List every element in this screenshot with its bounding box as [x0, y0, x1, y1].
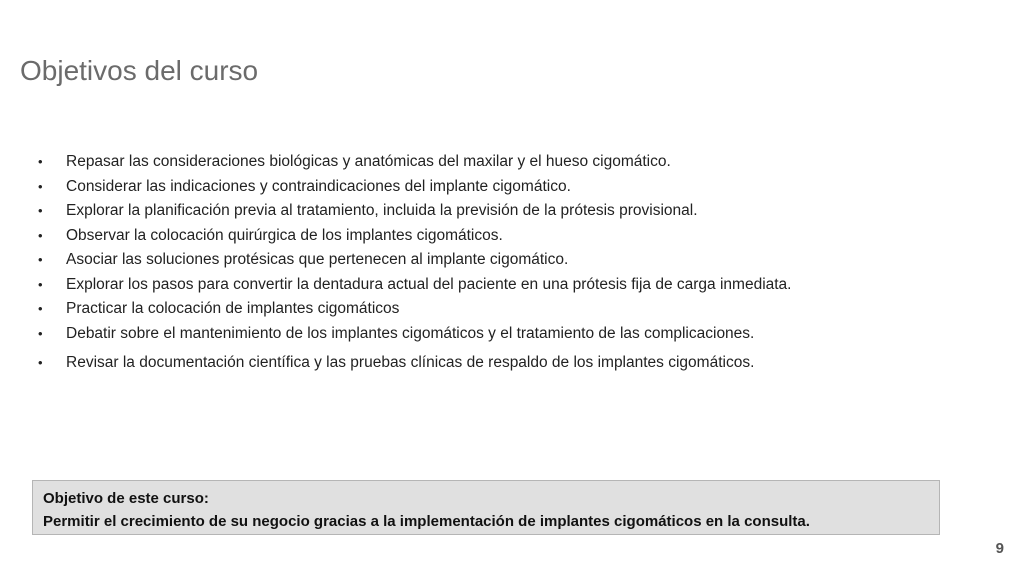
objective-bullet-text: Explorar la planificación previa al tratamiento, incluida la previsión de la prótesis provisional.	[66, 202, 698, 219]
objective-bullet-7	[36, 297, 996, 322]
objective-bullet-text: Revisar la documentación científica y las pruebas clínicas de respaldo de los implantes cigomáticos.	[66, 354, 755, 371]
course-objective-box	[32, 480, 940, 535]
slide-title: Objetivos del curso	[20, 55, 259, 86]
objective-bullet-1	[36, 150, 996, 175]
objective-bullet-2	[36, 175, 996, 200]
objective-heading: Objetivo de este curso:	[43, 490, 209, 507]
objective-bullet-text: Debatir sobre el mantenimiento de los implantes cigomáticos y el tratamiento de las complicaciones.	[66, 324, 755, 342]
bullet-marker: •	[38, 203, 43, 218]
objective-text: Permitir el crecimiento de su negocio gracias a la implementación de implantes cigomáticos en la consulta.	[43, 513, 810, 530]
objective-bullet-8	[36, 322, 996, 347]
objective-bullet-text: Observar la colocación quirúrgica de los implantes cigomáticos.	[66, 226, 503, 244]
objective-bullet-3	[36, 199, 996, 224]
objective-bullet-text: Considerar las indicaciones y contraindicaciones del implante cigomático.	[66, 177, 571, 195]
objective-bullet-text: Practicar la colocación de implantes cigomáticos	[66, 300, 400, 317]
objective-bullet-4	[36, 224, 996, 249]
page-number: 9	[995, 540, 1004, 557]
objective-bullet-5	[36, 248, 996, 273]
objective-bullet-text: Asociar las soluciones protésicas que pertenecen al implante cigomático.	[66, 251, 569, 268]
bullet-marker: •	[38, 276, 43, 292]
bullet-marker: •	[38, 301, 43, 316]
bullet-marker: •	[38, 325, 43, 341]
bullet-marker: •	[38, 154, 43, 169]
bullet-marker: •	[38, 355, 43, 370]
bullet-marker: •	[38, 178, 43, 194]
bullet-marker: •	[38, 252, 43, 267]
objective-bullet-text: Repasar las consideraciones biológicas y anatómicas del maxilar y el hueso cigomático.	[66, 153, 671, 170]
objective-bullet-9	[36, 351, 996, 376]
objective-bullet-text: Explorar los pasos para convertir la dentadura actual del paciente en una prótesis fija de carga inmediata.	[66, 275, 792, 293]
objectives-list	[36, 150, 996, 376]
objective-bullet-6	[36, 273, 996, 298]
bullet-marker: •	[38, 227, 43, 243]
